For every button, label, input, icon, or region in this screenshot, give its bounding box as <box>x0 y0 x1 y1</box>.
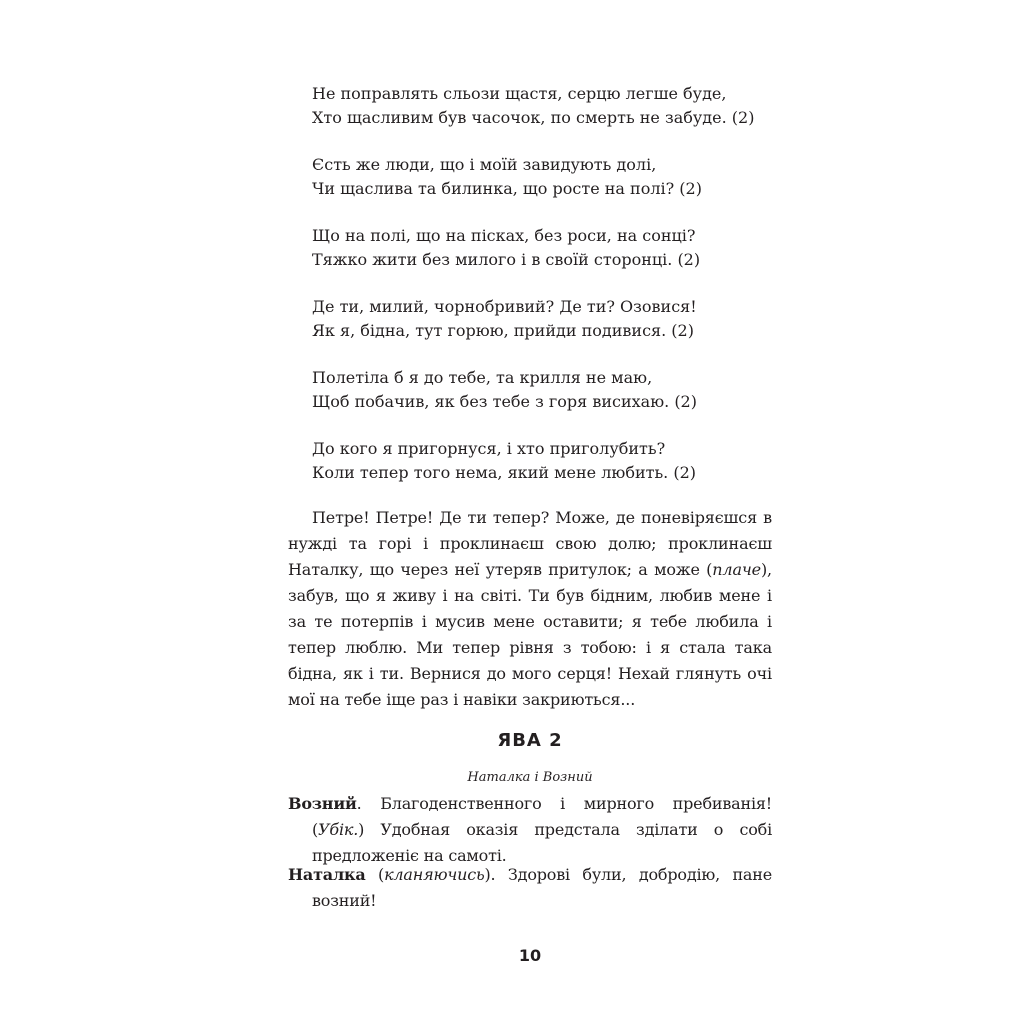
verse-stanza-1 <box>312 82 754 130</box>
dialogue-text: . Благоденственного і мирного пребиванія! ( <box>312 794 772 839</box>
dialogue-text: ) Удобная оказія предстала зділати о собі предложеніє на самоті. <box>312 820 772 865</box>
dialogue-text: ). Здорові були, добродію, пане возний! <box>312 865 772 910</box>
verse-line: Чи щаслива та билинка, що росте на полі? (2) <box>312 179 702 198</box>
monologue-paragraph <box>288 505 772 713</box>
verse-line: Єсть же люди, що і моїй завидують долі, <box>312 155 657 174</box>
monologue-text: Петре! Петре! Де ти тепер? Може, де поневіряєшся в нужді та горі і проклинаєш свою долю; проклинаєш Наталку, що через неї утеряв притулок; а може ( <box>288 508 772 579</box>
scene-cast: Наталка і Возний <box>467 770 593 785</box>
verse-stanza-2 <box>312 153 702 201</box>
stage-direction: Убік. <box>318 820 359 839</box>
page-number: 10 <box>518 946 542 965</box>
verse-line: Що на полі, що на пісках, без роси, на сонці? <box>312 226 696 245</box>
dialogue-line <box>288 862 772 914</box>
speaker-name: Наталка <box>288 865 366 884</box>
verse-line: Де ти, милий, чорнобривий? Де ти? Озовися! <box>312 297 697 316</box>
dialogue-line <box>288 791 772 869</box>
verse-line: Полетіла б я до тебе, та крилля не маю, <box>312 368 653 387</box>
verse-stanza-6 <box>312 437 696 485</box>
verse-line: До кого я пригорнуся, і хто приголубить? <box>312 439 666 458</box>
monologue-text: ), забув, що я живу і на світі. Ти був бідним, любив мене і за те потерпів і мусив мене оставити; я тебе любила і тепер люблю. Ми тепер рівня з тобою: і я стала така бідна, як і ти. Вернися до мого серця! Нехай глянуть очі мої на тебе іще раз і навіки закриються... <box>288 560 772 709</box>
verse-line: Коли тепер того нема, який мене любить. (2) <box>312 463 697 482</box>
stage-direction: плаче <box>712 560 761 579</box>
verse-line: Хто щасливим був часочок, по смерть не забуде. (2) <box>312 108 755 127</box>
verse-stanza-4 <box>312 295 697 343</box>
scene-heading: ЯВА 2 <box>497 730 563 751</box>
speaker-name: Возний <box>288 794 357 813</box>
stage-direction: кланяючись <box>384 865 485 884</box>
verse-line: Тяжко жити без милого і в своїй сторонці. (2) <box>312 250 701 269</box>
verse-stanza-5 <box>312 366 697 414</box>
verse-stanza-3 <box>312 224 700 272</box>
verse-line: Не поправлять сльози щастя, серцю легше буде, <box>312 84 727 103</box>
verse-line: Щоб побачив, як без тебе з горя висихаю. (2) <box>312 392 697 411</box>
dialogue-text: ( <box>365 865 385 884</box>
verse-line: Як я, бідна, тут горюю, прийди подивися. (2) <box>312 321 694 340</box>
